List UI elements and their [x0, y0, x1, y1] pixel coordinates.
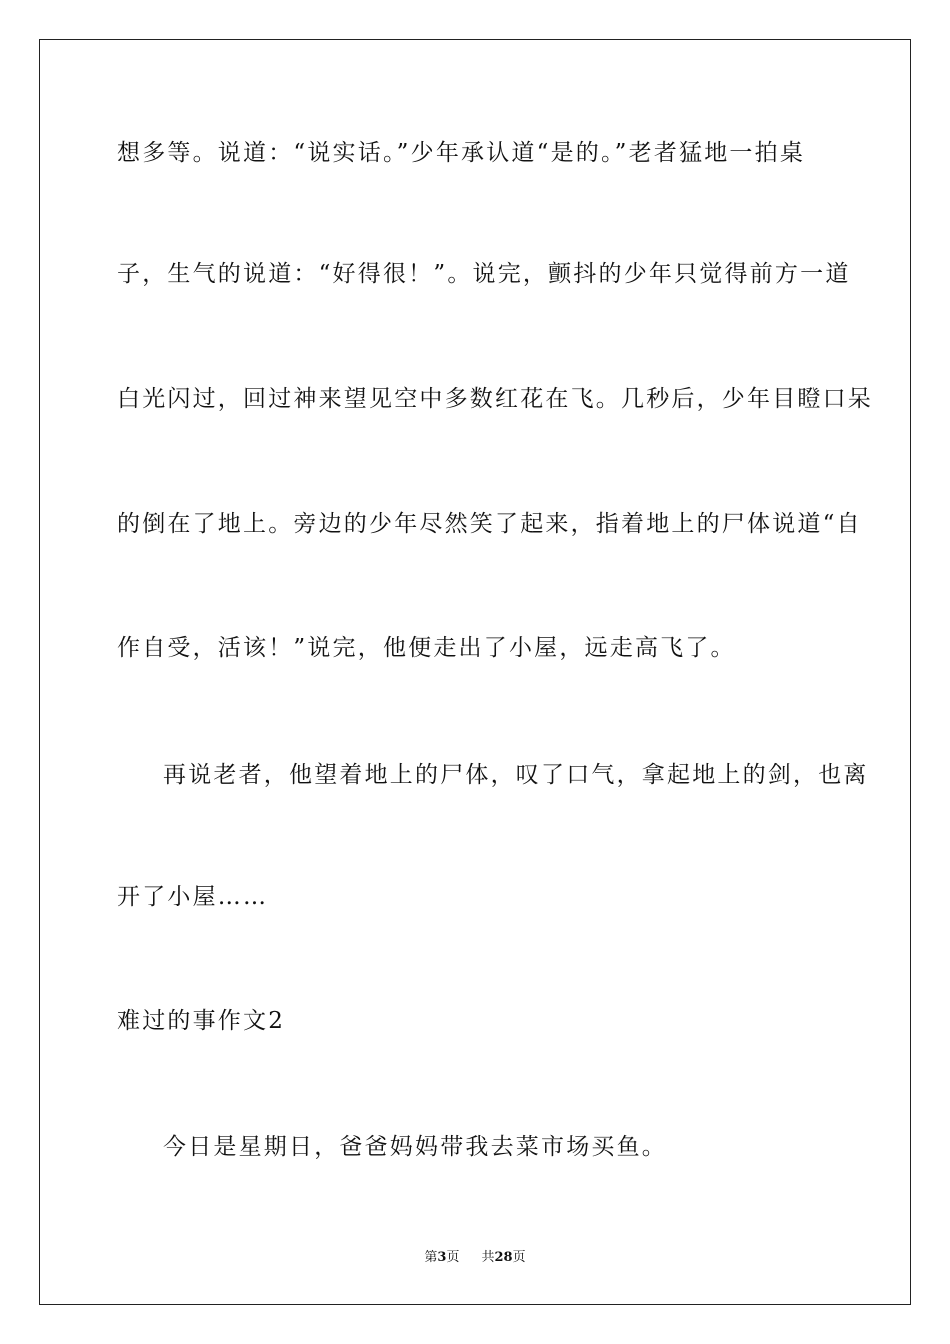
total-pages: 28 — [494, 1250, 513, 1265]
paragraph-line: 想多等。说道：“说实话。”少年承认道“是的。”老者猛地一拍桌 — [117, 140, 806, 166]
page-suffix: 页 — [446, 1250, 460, 1265]
paragraph-line-indented: 今日是星期日，爸爸妈妈带我去菜市场买鱼。 — [163, 1134, 667, 1160]
section-heading: 难过的事作文2 — [117, 1008, 286, 1034]
paragraph-line: 的倒在了地上。旁边的少年尽然笑了起来，指着地上的尸体说道“自 — [117, 511, 862, 537]
paragraph-line: 开了小屋…… — [117, 884, 269, 910]
page-number: 3 — [437, 1250, 447, 1265]
paragraph-line-indented: 再说老者，他望着地上的尸体，叹了口气，拿起地上的剑，也离 — [163, 762, 869, 788]
paragraph-line: 子，生气的说道：“好得很！”。说完，颤抖的少年只觉得前方一道 — [117, 261, 851, 287]
page-footer — [0, 1246, 950, 1265]
paragraph-line: 白光闪过，回过神来望见空中多数红花在飞。几秒后，少年目瞪口呆 — [117, 386, 873, 412]
total-suffix: 页 — [512, 1250, 526, 1265]
total-prefix: 共 — [481, 1250, 495, 1265]
page-prefix: 第 — [424, 1250, 438, 1265]
paragraph-line: 作自受，活该！”说完，他便走出了小屋，远走高飞了。 — [117, 635, 736, 661]
page-border — [39, 39, 911, 1305]
